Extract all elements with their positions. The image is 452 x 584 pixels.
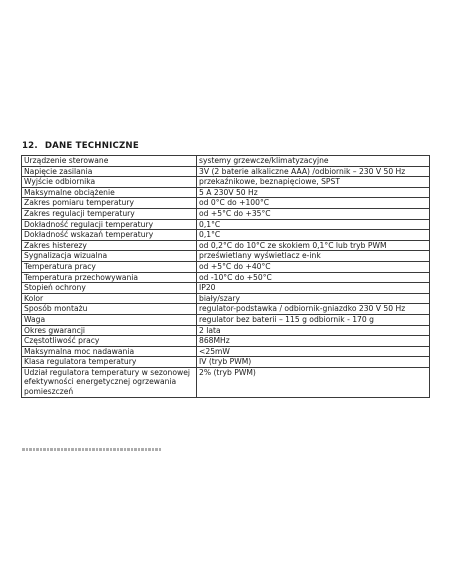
spec-label: Napięcie zasilania	[22, 166, 197, 177]
table-row	[22, 367, 430, 397]
table-row	[22, 230, 430, 241]
spec-value: 0,1°C	[197, 219, 430, 230]
spec-label: Maksymalne obciążenie	[22, 187, 197, 198]
table-row	[22, 177, 430, 188]
next-section-heading-cutoff	[22, 447, 162, 451]
spec-value: IV (tryb PWM)	[197, 357, 430, 368]
spec-label: Zakres pomiaru temperatury	[22, 198, 197, 209]
spec-label: Okres gwarancji	[22, 325, 197, 336]
spec-label: Urządzenie sterowane	[22, 156, 197, 167]
spec-label: Częstotliwość pracy	[22, 336, 197, 347]
table-row	[22, 240, 430, 251]
spec-value: 2% (tryb PWM)	[197, 367, 430, 397]
table-row	[22, 314, 430, 325]
technical-data-table	[21, 155, 430, 398]
spec-label: Sygnalizacja wizualna	[22, 251, 197, 262]
spec-value: 0,1°C	[197, 230, 430, 241]
table-row	[22, 283, 430, 294]
spec-label: Udział regulatora temperatury w sezonowej efektywności energetycznej ogrzewania pomieszczeń	[22, 367, 197, 397]
spec-value: biały/szary	[197, 293, 430, 304]
spec-value: 3V (2 baterie alkaliczne AAA) /odbiornik – 230 V 50 Hz	[197, 166, 430, 177]
table-row	[22, 156, 430, 167]
table-row	[22, 272, 430, 283]
spec-label: Zakres regulacji temperatury	[22, 208, 197, 219]
spec-value: 2 lata	[197, 325, 430, 336]
section-number: 12.	[22, 141, 38, 151]
spec-label: Wyjście odbiornika	[22, 177, 197, 188]
spec-label: Zakres histerezy	[22, 240, 197, 251]
table-row	[22, 166, 430, 177]
spec-label: Klasa regulatora temperatury	[22, 357, 197, 368]
table-row	[22, 304, 430, 315]
spec-value: systemy grzewcze/klimatyzacyjne	[197, 156, 430, 167]
table-row	[22, 219, 430, 230]
spec-label: Dokładność wskazań temperatury	[22, 230, 197, 241]
table-row	[22, 198, 430, 209]
table-row	[22, 346, 430, 357]
spec-label: Sposób montażu	[22, 304, 197, 315]
spec-value: od 0°C do +100°C	[197, 198, 430, 209]
spec-value: przekaźnikowe, beznapięciowe, SPST	[197, 177, 430, 188]
section-heading	[22, 141, 139, 151]
spec-label: Temperatura przechowywania	[22, 272, 197, 283]
spec-label: Maksymalna moc nadawania	[22, 346, 197, 357]
spec-label: Kolor	[22, 293, 197, 304]
spec-value: prześwietlany wyświetlacz e-ink	[197, 251, 430, 262]
table-row	[22, 261, 430, 272]
spec-value: 868MHz	[197, 336, 430, 347]
spec-value: <25mW	[197, 346, 430, 357]
table-row	[22, 357, 430, 368]
spec-label: Waga	[22, 314, 197, 325]
section-title: DANE TECHNICZNE	[44, 141, 139, 151]
spec-value: od +5°C do +35°C	[197, 208, 430, 219]
table-row	[22, 293, 430, 304]
spec-value: regulator bez baterii – 115 g odbiornik - 170 g	[197, 314, 430, 325]
spec-label: Dokładność regulacji temperatury	[22, 219, 197, 230]
spec-value: od +5°C do +40°C	[197, 261, 430, 272]
table-row	[22, 208, 430, 219]
spec-value: 5 A 230V 50 Hz	[197, 187, 430, 198]
spec-label: Stopień ochrony	[22, 283, 197, 294]
spec-value: regulator-podstawka / odbiornik-gniazdko 230 V 50 Hz	[197, 304, 430, 315]
spec-value: od -10°C do +50°C	[197, 272, 430, 283]
technical-data-body	[22, 156, 430, 398]
table-row	[22, 187, 430, 198]
table-row	[22, 325, 430, 336]
spec-value: IP20	[197, 283, 430, 294]
spec-value: od 0,2°C do 10°C ze skokiem 0,1°C lub tryb PWM	[197, 240, 430, 251]
table-row	[22, 251, 430, 262]
table-row	[22, 336, 430, 347]
spec-label: Temperatura pracy	[22, 261, 197, 272]
